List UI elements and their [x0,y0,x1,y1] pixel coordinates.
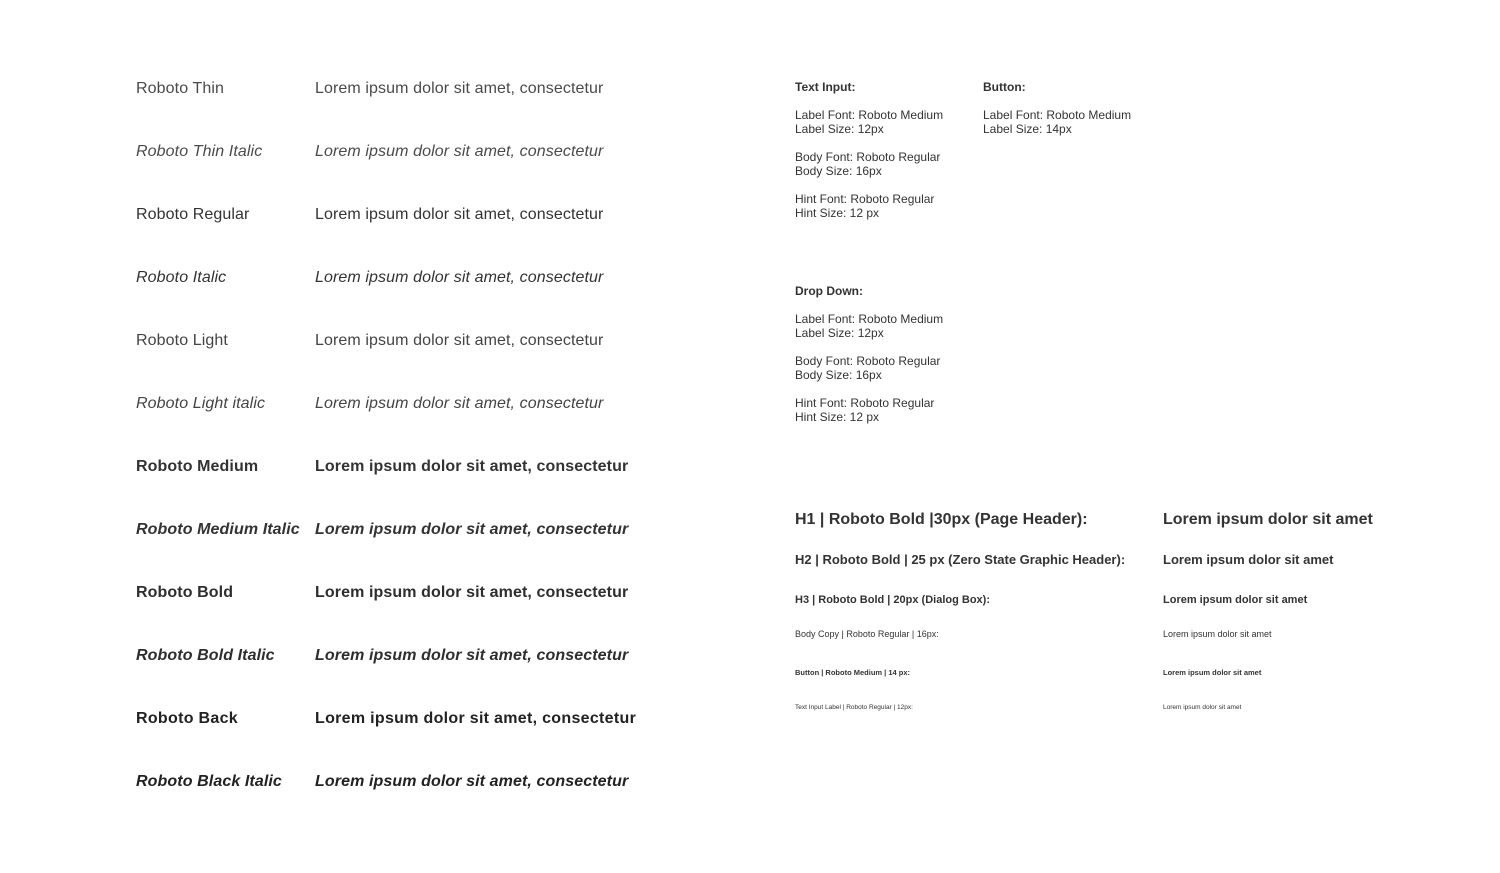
type-scale-label: Text Input Label | Roboto Regular | 12px: [795,704,913,711]
text-input-spec-title: Text Input: [795,80,856,94]
specimen-row-italic [136,260,696,323]
spec-line: Label Font: Roboto Medium [983,108,1132,122]
specimen-row-bold [136,575,696,638]
spec-line: Label Size: 12px [795,122,884,136]
specimen-name: Roboto Back [136,710,238,727]
text-input-spec [795,80,975,234]
spec-line: Body Font: Roboto Regular [795,354,941,368]
specimen-row-regular [136,197,696,260]
type-scale-label: H2 | Roboto Bold | 25 px (Zero State Graphic Header): [795,552,1126,567]
specimen-name: Roboto Bold [136,584,234,601]
dropdown-spec [795,284,975,438]
specimen-row-medium-italic [136,512,696,575]
specimen-name: Roboto Thin Italic [136,143,263,160]
specimen-sample: Lorem ipsum dolor sit amet, consectetur [315,647,629,664]
specimen-sample: Lorem ipsum dolor sit amet, consectetur [315,332,604,349]
dropdown-hint-spec [795,396,975,424]
type-scale-sample: Lorem ipsum dolor sit amet [1163,668,1262,677]
spec-line: Body Size: 16px [795,164,882,178]
button-spec-title: Button: [983,80,1026,94]
spec-line: Label Size: 12px [795,326,884,340]
spec-line: Label Size: 14px [983,122,1072,136]
spec-line: Label Font: Roboto Medium [795,108,944,122]
specimen-row-medium [136,449,696,512]
specimen-row-black-italic [136,764,696,827]
specimen-name: Roboto Thin [136,80,224,97]
type-scale-label: H3 | Roboto Bold | 20px (Dialog Box): [795,594,990,606]
type-scale-label: Button | Roboto Medium | 14 px: [795,668,911,677]
specimen-sample: Lorem ipsum dolor sit amet, consectetur [315,395,604,412]
specimen-sample: Lorem ipsum dolor sit amet, consectetur [315,458,629,475]
specimen-row-thin-italic [136,134,696,197]
specimen-sample: Lorem ipsum dolor sit amet, consectetur [315,80,604,97]
specimen-name: Roboto Medium [136,458,259,475]
button-spec [983,80,1183,150]
dropdown-spec-title: Drop Down: [795,284,863,298]
specimen-row-light [136,323,696,386]
type-scale-label: Body Copy | Roboto Regular | 16px: [795,629,939,639]
type-scale-sample: Lorem ipsum dolor sit amet [1163,629,1272,639]
specimen-name: Roboto Light [136,332,228,349]
text-input-label-spec [795,108,975,136]
font-specimen-list [136,71,696,827]
dropdown-label-spec [795,312,975,340]
type-scale-sample: Lorem ipsum dolor sit amet [1163,552,1334,567]
spec-line: Body Size: 16px [795,368,882,382]
specimen-row-bold-italic [136,638,696,701]
type-scale-sample: Lorem ipsum dolor sit amet [1163,704,1242,711]
spec-line: Hint Size: 12 px [795,206,880,220]
type-scale-label: H1 | Roboto Bold |30px (Page Header): [795,511,1088,528]
specimen-sample: Lorem ipsum dolor sit amet, consectetur [315,710,637,727]
specimen-sample: Lorem ipsum dolor sit amet, consectetur [315,773,629,790]
spec-line: Hint Font: Roboto Regular [795,192,935,206]
spec-line: Hint Font: Roboto Regular [795,396,935,410]
specimen-sample: Lorem ipsum dolor sit amet, consectetur [315,143,604,160]
type-scale-sample: Lorem ipsum dolor sit amet [1163,511,1373,528]
specimen-name: Roboto Light italic [136,395,266,412]
text-input-hint-spec [795,192,975,220]
specimen-row-thin [136,71,696,134]
specimen-name: Roboto Italic [136,269,227,286]
spec-line: Body Font: Roboto Regular [795,150,941,164]
specimen-row-black [136,701,696,764]
specimen-name: Roboto Regular [136,206,250,223]
specimen-name: Roboto Medium Italic [136,521,300,538]
dropdown-body-spec [795,354,975,382]
specimen-sample: Lorem ipsum dolor sit amet, consectetur [315,269,604,286]
spec-line: Label Font: Roboto Medium [795,312,944,326]
specimen-sample: Lorem ipsum dolor sit amet, consectetur [315,521,629,538]
type-scale-sample: Lorem ipsum dolor sit amet [1163,594,1308,606]
specimen-sample: Lorem ipsum dolor sit amet, consectetur [315,206,604,223]
spec-line: Hint Size: 12 px [795,410,880,424]
specimen-sample: Lorem ipsum dolor sit amet, consectetur [315,584,629,601]
specimen-name: Roboto Black Italic [136,773,282,790]
specimen-name: Roboto Bold Italic [136,647,275,664]
specimen-row-light-italic [136,386,696,449]
button-label-spec [983,108,1183,136]
text-input-body-spec [795,150,975,178]
